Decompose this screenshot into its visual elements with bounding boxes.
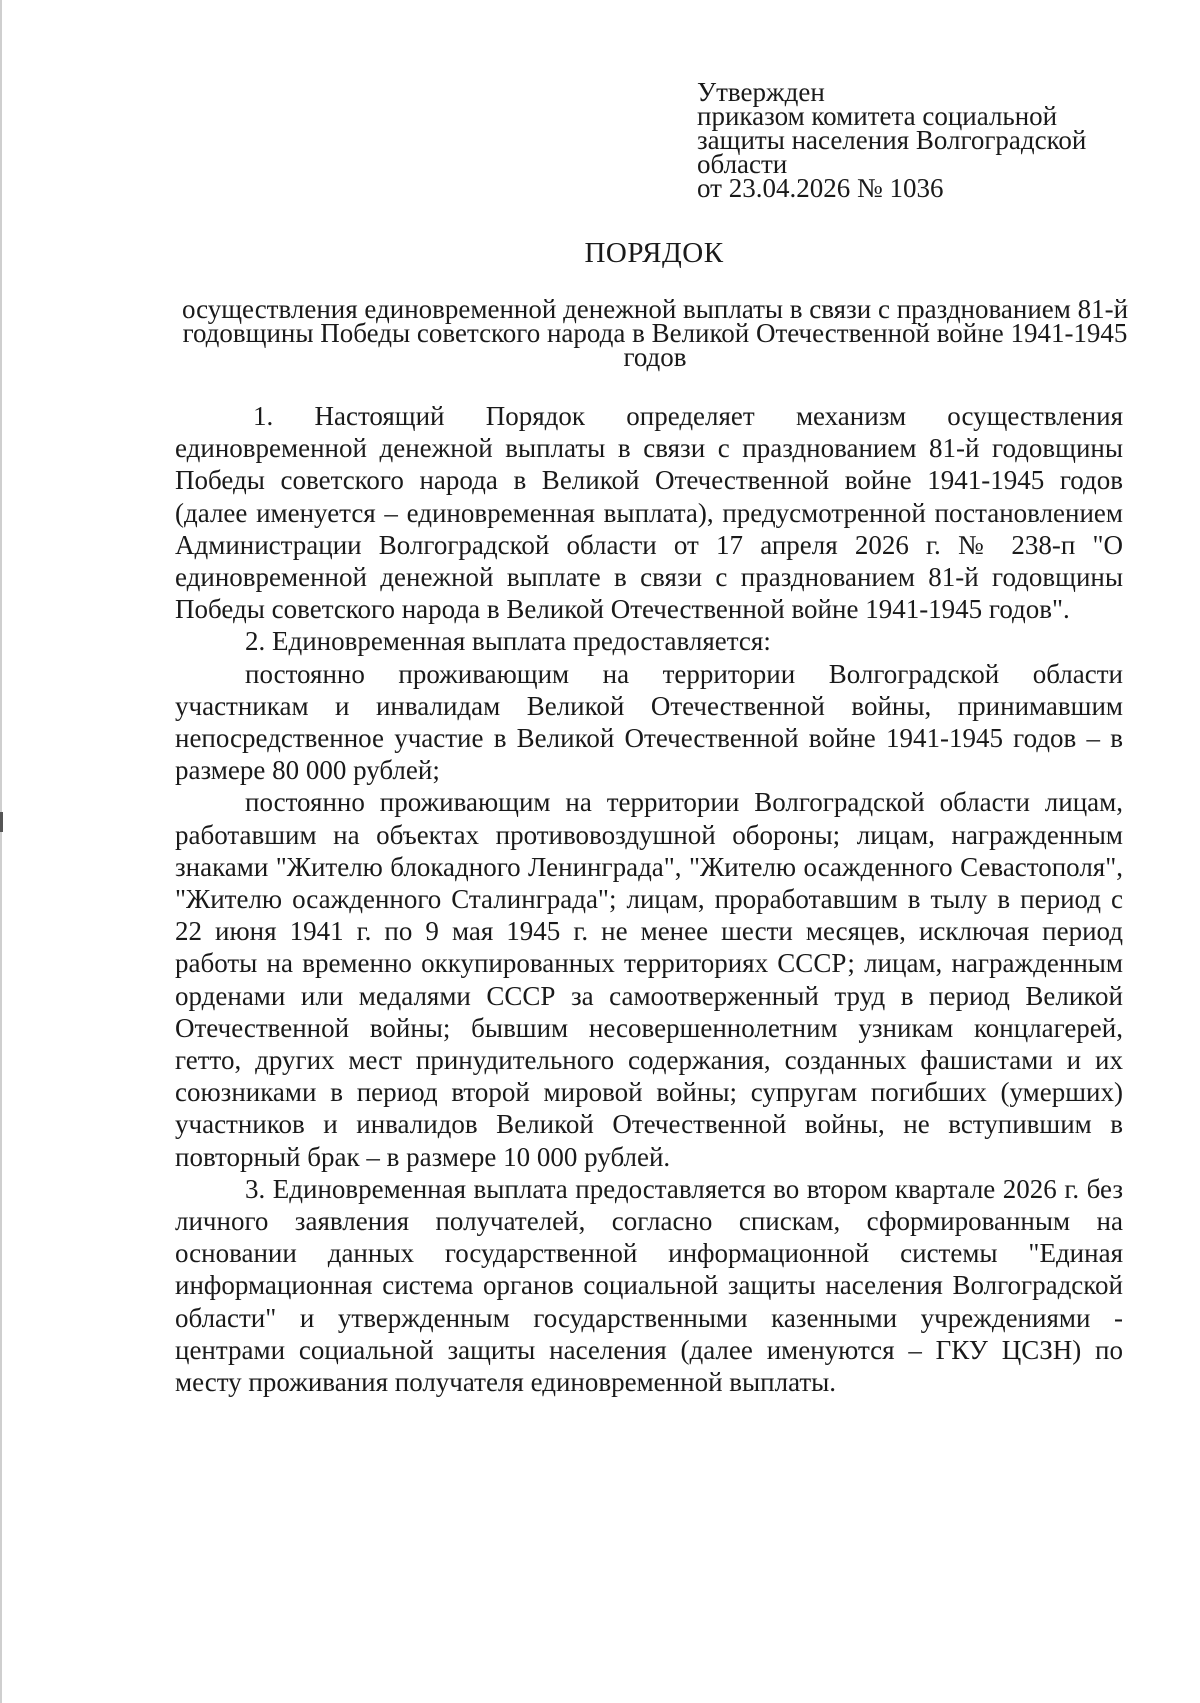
- document-body: [175, 400, 1123, 1398]
- scan-mark: [0, 812, 3, 832]
- approval-line: области: [697, 149, 788, 179]
- approval-line: от 23.04.2026 № 1036: [697, 173, 944, 203]
- paragraph: 3. Единовременная выплата предоставляется во втором квартале 2026 г. без личного заявления получателей, согласно спискам, сформированным на основании данных государственной информационной системы "Единая информационная система органов социальной защиты населения Волгоградской области" и утвержденным государственными казенными учреждениями - центрами социальной защиты населения (далее именуются – ГКУ ЦСЗН) по месту проживания получателя единовременной выплаты.: [175, 1173, 1123, 1398]
- paragraph: 1. Настоящий Порядок определяет механизм осуществления единовременной денежной выплаты в связи с празднованием 81-й годовщины Победы советского народа в Великой Отечественной войне 1941-1945 годов (далее именуется – единовременная выплата), предусмотренной постановлением Администрации Волгоградской области от 17 апреля 2026 г. № 238-п "О единовременной денежной выплате в связи с празднованием 81-й годовщины Победы советского народа в Великой Отечественной войне 1941-1945 годов".: [175, 401, 1123, 625]
- document-title: ПОРЯДОК: [584, 237, 724, 269]
- approval-line: Утвержден: [697, 77, 825, 107]
- approval-stamp: [697, 77, 1167, 203]
- approval-line: защиты населения Волгоградской: [697, 125, 1087, 155]
- approval-line: приказом комитета социальной: [697, 101, 1058, 131]
- paragraph: постоянно проживающим на территории Волгоградской области лицам, работавшим на объектах противовоздушной обороны; лицам, награжденным знаками "Жителю блокадного Ленинграда", "Жителю осажденного Севастополя", "Жителю осажденного Сталинграда"; лицам, проработавшим в тылу в период с 22 июня 1941 г. по 9 мая 1945 г. не менее шести месяцев, исключая период работы на временно оккупированных территориях СССР; лицам, награжденным орденами или медалями СССР за самоотверженный труд в период Великой Отечественной войны; бывшим несовершеннолетним узникам концлагерей, гетто, других мест принудительного содержания, созданных фашистами и их союзниками в период второй мировой войны; супругам погибших (умерших) участников и инвалидов Великой Отечественной войны, не вступившим в повторный брак – в размере 10 000 рублей.: [175, 787, 1123, 1172]
- paragraph: 2. Единовременная выплата предоставляется:: [245, 626, 771, 657]
- paragraph: постоянно проживающим на территории Волгоградской области участникам и инвалидам Великой Отечественной войны, принимавшим непосредственное участие в Великой Отечественной войне 1941-1945 годов – в размере 80 000 рублей;: [175, 658, 1123, 786]
- document-subtitle: осуществления единовременной денежной выплаты в связи с празднованием 81-й годовщины Победы советского народа в Великой Отечественной войне 1941-1945 годов: [181, 294, 1129, 372]
